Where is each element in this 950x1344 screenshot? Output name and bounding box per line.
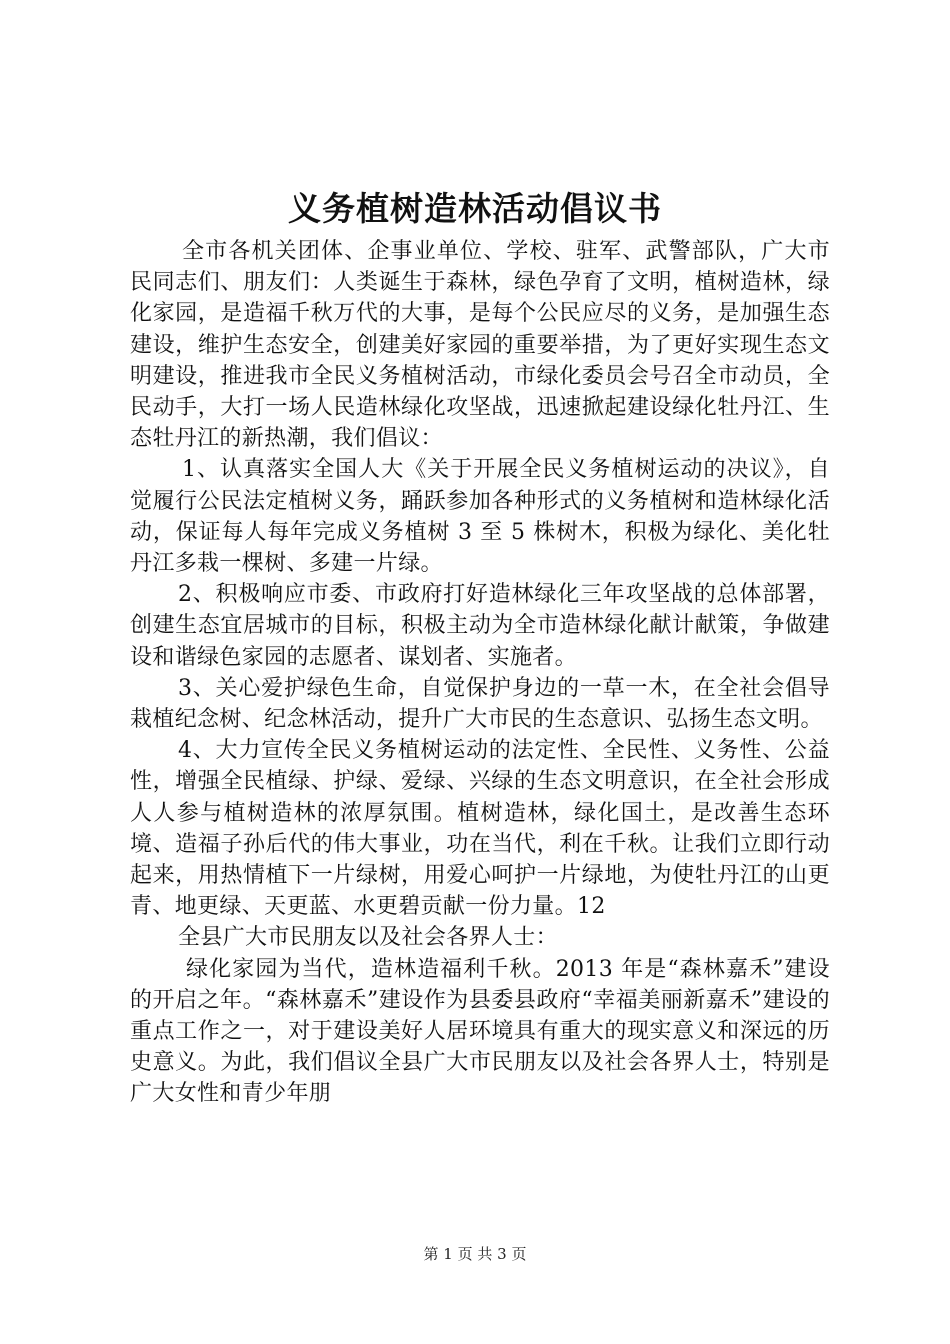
paragraph-second-letter: 绿化家园为当代，造林造福利千秋。2013 年是“森林嘉禾”建设的开启之年。“森林嘉禾”建设作为县委县政府“幸福美丽新嘉禾”建设的重点工作之一，对于建设美好人居环境具有重大的现实意义和深远的历史意义。为此，我们倡议全县广大市民朋友以及社会各界人士，特别是广大女性和青少年朋 bbox=[130, 956, 830, 1107]
page-number-footer: 第 1 页 共 3 页 bbox=[423, 1245, 527, 1263]
document-body bbox=[130, 236, 830, 1110]
paragraph-item-2: 2、积极响应市委、市政府打好造林绿化三年攻坚战的总体部署，创建生态宜居城市的目标，积极主动为全市造林绿化献计献策，争做建设和谐绿色家园的志愿者、谋划者、实施者。 bbox=[130, 582, 830, 670]
paragraph-salutation: 全县广大市民朋友以及社会各界人士： bbox=[178, 925, 558, 951]
paragraph-item-3: 3、关心爱护绿色生命，自觉保护身边的一草一木，在全社会倡导栽植纪念树、纪念林活动，提升广大市民的生态意识、弘扬生态文明。 bbox=[130, 675, 830, 733]
paragraph-intro: 全市各机关团体、企事业单位、学校、驻军、武警部队，广大市民同志们、朋友们：人类诞生于森林，绿色孕育了文明，植树造林，绿化家园，是造福千秋万代的大事，是每个公民应尽的义务，是加强生态建设，维护生态安全，创建美好家园的重要举措，为了更好实现生态文明建设，推进我市全民义务植树活动，市绿化委员会号召全市动员，全民动手，大打一场人民造林绿化攻坚战，迅速掀起建设绿化牡丹江、生态牡丹江的新热潮，我们倡议： bbox=[130, 239, 830, 452]
document-title: 义务植树造林活动倡议书 bbox=[288, 189, 662, 228]
paragraph-item-1: 1、认真落实全国人大《关于开展全民义务植树运动的决议》，自觉履行公民法定植树义务，踊跃参加各种形式的义务植树和造林绿化活动，保证每人每年完成义务植树 3 至 5 株树木，积极为绿化、美化牡丹江多栽一棵树、多建一片绿。 bbox=[130, 457, 830, 577]
paragraph-item-4: 4、大力宣传全民义务植树运动的法定性、全民性、义务性、公益性，增强全民植绿、护绿、爱绿、兴绿的生态文明意识，在全社会形成人人参与植树造林的浓厚氛围。植树造林，绿化国土，是改善生态环境、造福子孙后代的伟大事业，功在当代，利在千秋。让我们立即行动起来，用热情植下一片绿树，用爱心呵护一片绿地，为使牡丹江的山更青、地更绿、天更蓝、水更碧贡献一份力量。12 bbox=[130, 738, 830, 920]
